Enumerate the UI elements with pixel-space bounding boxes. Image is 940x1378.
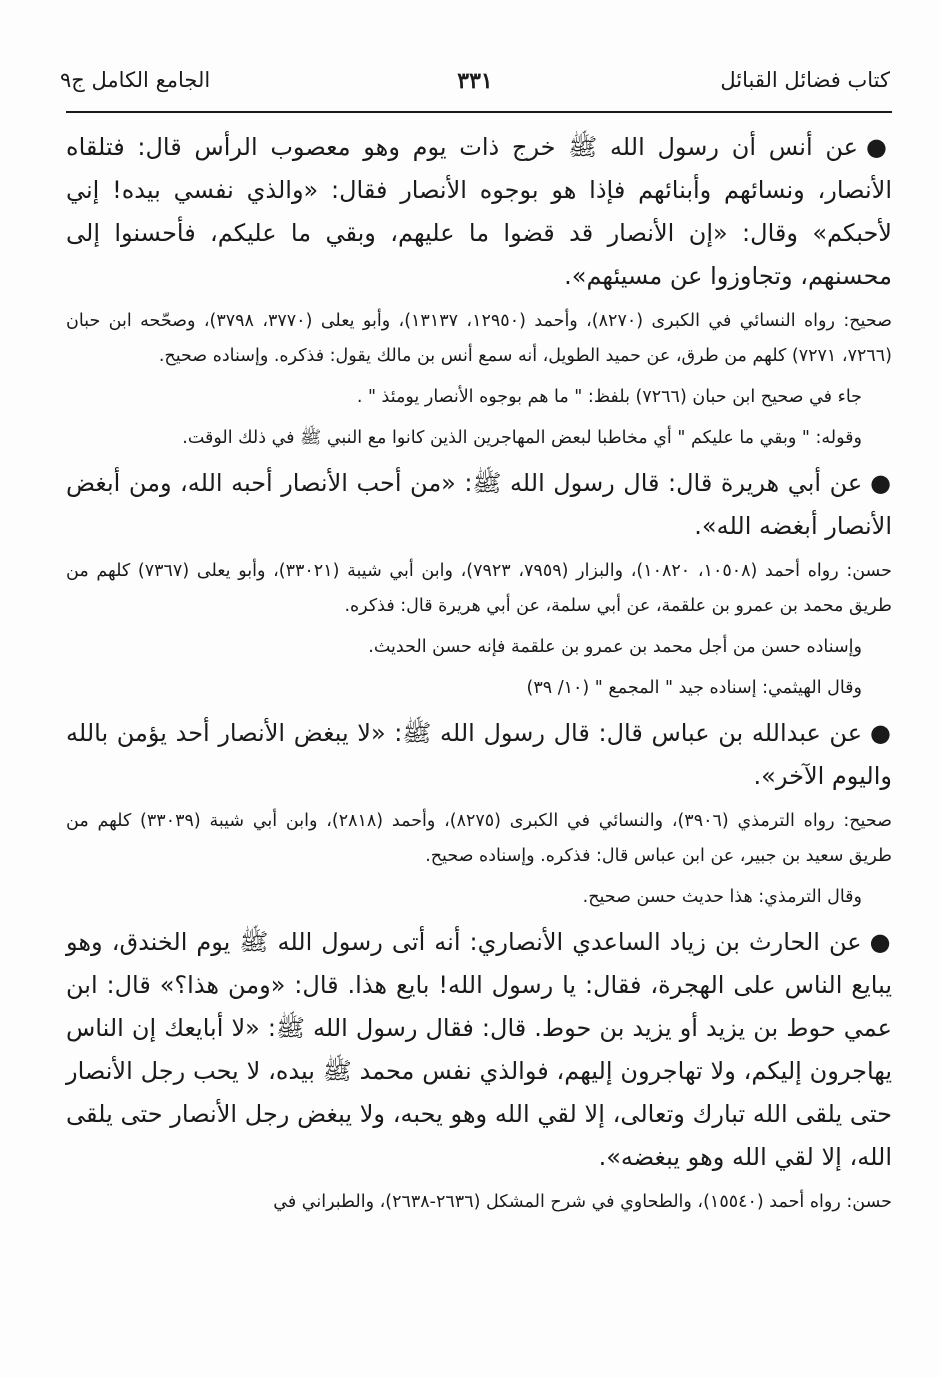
takhrij-note: وقال الهيثمي: إسناده جيد " المجمع " (١٠/ ٣٩)	[526, 678, 862, 698]
takhrij-note: حسن: رواه أحمد (١٠٥٠٨، ١٠٨٢٠)، والبزار (٧٩٥٩، ٧٩٢٣)، وابن أبي شيبة (٣٣٠٢١)، وأبو يعلى (٧٣٦٧) كلهم من طريق محمد بن عمرو بن علقمة، عن أبي سلمة، عن أبي هريرة قال: فذكره.	[66, 561, 892, 616]
book-title: كتاب فضائل القبائل	[720, 68, 890, 92]
takhrij-note: حسن: رواه أحمد (١٥٥٤٠)، والطحاوي في شرح المشكل (٢٦٣٦-٢٦٣٨)، والطبراني في	[273, 1192, 892, 1212]
page-header	[60, 68, 890, 108]
takhrij-note: وقوله: " وبقي ما عليكم " أي مخاطبا لبعض المهاجرين الذين كانوا مع النبي ﷺ في ذلك الوقت.	[182, 428, 862, 448]
takhrij-note: صحيح: رواه النسائي في الكبرى (٨٢٧٠)، وأحمد (١٢٩٥٠، ١٣١٣٧)، وأبو يعلى (٣٧٧٠، ٣٧٩٨)، وصحّحه ابن حبان (٧٢٦٦، ٧٢٧١) كلهم من طرق، عن حميد الطويل، أنه سمع أنس بن مالك يقول: فذكره. وإسناده صحيح.	[66, 311, 892, 366]
hadith-paragraph	[66, 462, 892, 548]
hadith-text: عن أبي هريرة قال: قال رسول الله ﷺ: «من أحب الأنصار أحبه الله، ومن أبغض الأنصار أبغضه الله».	[66, 469, 892, 540]
hadith-paragraph	[66, 712, 892, 798]
header-rule	[66, 111, 892, 113]
takhrij-note: صحيح: رواه الترمذي (٣٩٠٦)، والنسائي في الكبرى (٨٢٧٥)، وأحمد (٢٨١٨)، وابن أبي شيبة (٣٣٠٣٩) كلهم من طريق سعيد بن جبير، عن ابن عباس قال: فذكره. وإسناده صحيح.	[66, 811, 892, 866]
hadith-text: عن عبدالله بن عباس قال: قال رسول الله ﷺ: «لا يبغض الأنصار أحد يؤمن بالله واليوم الآخر».	[66, 719, 892, 790]
bullet-icon: ●	[870, 719, 892, 747]
hadith-paragraph	[66, 921, 892, 1179]
bullet-icon: ●	[869, 928, 892, 956]
hadith-text: عن أنس أن رسول الله ﷺ خرج ذات يوم وهو معصوب الرأس قال: فتلقاه الأنصار، ونسائهم وأبنائهم فإذا هو بوجوه الأنصار فقال: «والذي نفسي بيده! إني لأحبكم» وقال: «إن الأنصار قد قضوا ما عليهم، وبقي ما عليكم، فأحسنوا إلى محسنهم، وتجاوزوا عن مسيئهم».	[66, 133, 892, 290]
page-number: ٣٣١	[457, 68, 493, 94]
hadith-text: عن الحارث بن زياد الساعدي الأنصاري: أنه أتى رسول الله ﷺ يوم الخندق، وهو يبايع الناس على الهجرة، فقال: يا رسول الله! بايع هذا. قال: «ومن هذا؟» قال: ابن عمي حوط بن يزيد أو يزيد بن حوط. قال: فقال رسول الله ﷺ: «لا أبايعك إن الناس يهاجرون إليكم، ولا تهاجرون إليهم، فوالذي نفس محمد ﷺ بيده، لا يحب رجل الأنصار حتى يلقى الله تبارك وتعالى، إلا لقي الله وهو يحبه، ولا يبغض رجل الأنصار حتى يلقى الله، إلا لقي الله وهو يبغضه».	[66, 928, 892, 1171]
bullet-icon: ●	[870, 469, 892, 497]
takhrij-note: وإسناده حسن من أجل محمد بن عمرو بن علقمة فإنه حسن الحديث.	[368, 637, 862, 657]
bullet-icon: ●	[865, 133, 892, 161]
takhrij-note: وقال الترمذي: هذا حديث حسن صحيح.	[582, 887, 862, 907]
takhrij-note: جاء في صحيح ابن حبان (٧٢٦٦) بلفظ: " ما هم بوجوه الأنصار يومئذ " .	[356, 387, 862, 407]
hadith-paragraph	[66, 126, 892, 298]
page-body	[66, 126, 892, 1226]
volume-title: الجامع الكامل ج٩	[60, 68, 211, 92]
